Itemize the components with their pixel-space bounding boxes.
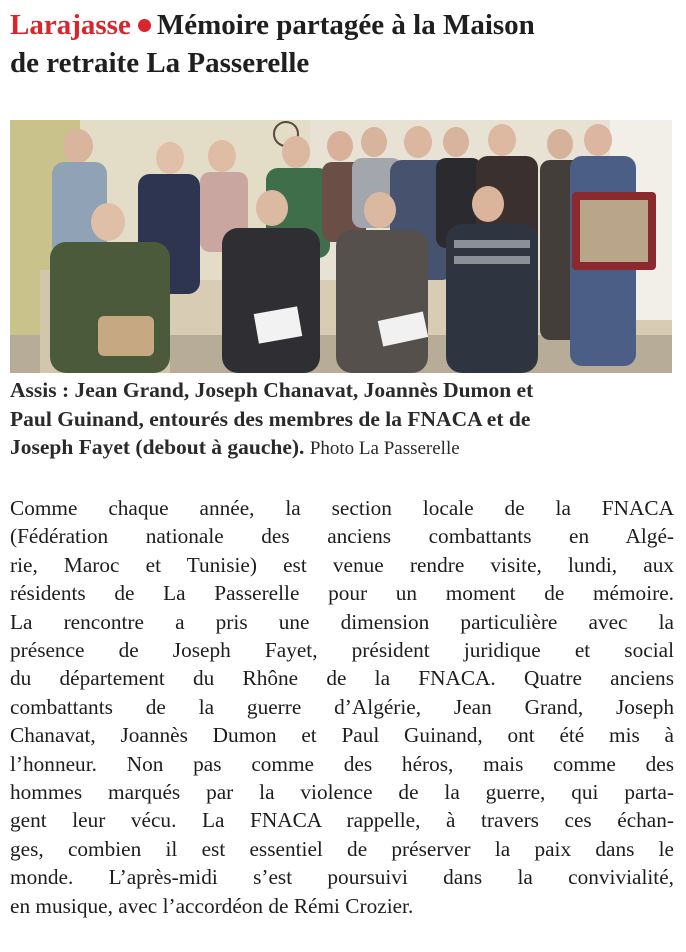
body-line: du département du Rhône de la FNACA. Quatre anciens	[10, 666, 674, 691]
photo-credit: Photo La Passerelle	[309, 438, 460, 459]
body-line: (Fédération nationale des anciens combattants en Algé-	[10, 524, 674, 549]
caption-line	[10, 433, 678, 464]
group-photo-image	[10, 120, 672, 373]
caption-line: Assis : Jean Grand, Joseph Chanavat, Joannès Dumon et	[10, 378, 534, 402]
body-line: l’honneur. Non pas comme des héros, mais comme des	[10, 751, 674, 776]
headline-place: Larajasse	[10, 9, 131, 41]
body-line: hommes marqués par la violence de la guerre, qui parta-	[10, 780, 674, 805]
headline-title-line2: de retraite La Passerelle	[10, 47, 310, 79]
body-line: monde. L’après-midi s’est poursuivi dans la convivialité,	[10, 865, 674, 890]
body-line: gent leur vécu. La FNACA rappelle, à travers ces échan-	[10, 808, 674, 833]
body-line: ges, combien il est essentiel de préserver la paix dans le	[10, 836, 674, 861]
body-line: Chanavat, Joannès Dumon et Paul Guinand, ont été mis à	[10, 723, 674, 748]
article-body	[10, 494, 674, 920]
bullet-dot-icon	[138, 19, 151, 32]
headline-title-line1: Mémoire partagée à la Maison	[156, 9, 535, 41]
caption-line: Paul Guinand, entourés des membres de la FNACA et de	[10, 406, 531, 431]
body-line: La rencontre a pris une dimension particulière avec la	[10, 609, 674, 634]
body-line: en musique, avec l’accordéon de Rémi Crozier.	[10, 893, 414, 918]
body-line: combattants de la guerre d’Algérie, Jean Grand, Joseph	[10, 694, 674, 719]
body-line: rie, Maroc et Tunisie) est venue rendre visite, lundi, aux	[10, 552, 674, 577]
body-line: résidents de La Passerelle pour un moment de mémoire.	[10, 581, 674, 606]
caption-text: Joseph Fayet (debout à gauche).	[10, 435, 305, 459]
body-line: Comme chaque année, la section locale de la FNACA	[10, 496, 674, 520]
body-line: présence de Joseph Fayet, président juridique et social	[10, 638, 674, 663]
article-headline	[10, 6, 670, 82]
photo-caption	[10, 376, 678, 464]
group-photo	[10, 120, 672, 373]
